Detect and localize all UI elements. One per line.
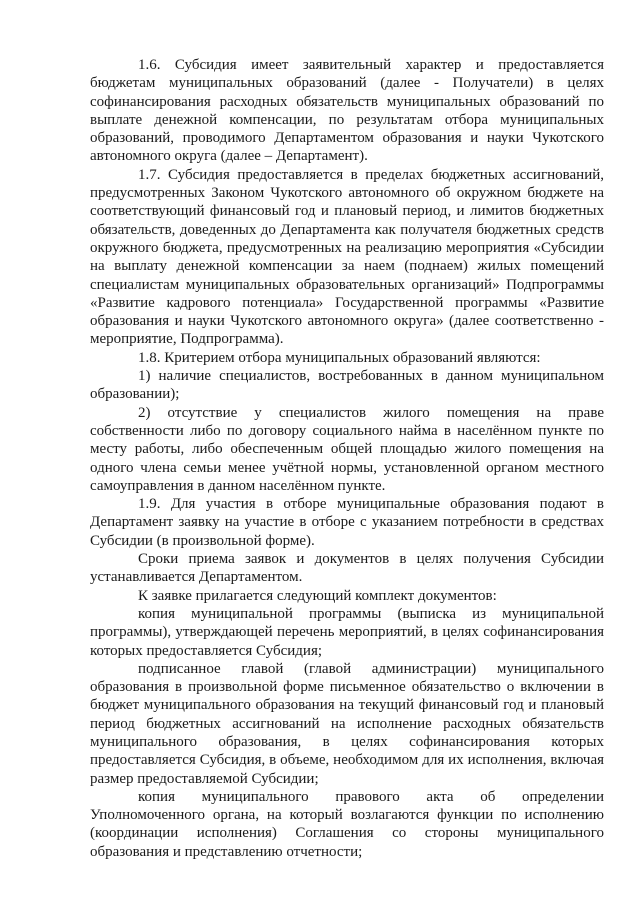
paragraph-doc-signed-obligation: подписанное главой (главой администрации) муниципального образования в произвольной форме письменное обязательство о включении в бюджет муниципального образования на текущий финансовый год и плановый период бюджетных ассигнований на исполнение расходных обязательств муниципального образования, в целях софинансирования которых предоставляется Субсидия, в объеме, необходимом для их исполнения, включая размер предоставляемой Субсидии; xyxy=(90,660,604,787)
paragraph-doc-legal-act-copy: копия муниципального правового акта об определении Уполномоченного органа, на который возлагаются функции по исполнению (координации исполнения) Соглашения со стороны муниципального образования и представлению отчетности; xyxy=(90,788,604,860)
paragraph-1-9-application: 1.9. Для участия в отборе муниципальные образования подают в Департамент заявку на участие в отборе с указанием потребности в средствах Субсидии (в произвольной форме). xyxy=(90,496,604,549)
paragraph-1-8-selection-criterion: 1.8. Критерием отбора муниципальных образований являются: xyxy=(138,349,541,366)
paragraph-doc-program-copy: копия муниципальной программы (выписка из муниципальной программы), утверждающей перечень мероприятий, в целях софинансирования которых предоставляется Субсидия; xyxy=(90,605,604,659)
paragraph-criterion-1: 1) наличие специалистов, востребованных в данном муниципальном образовании); xyxy=(90,368,604,403)
paragraph-1-7-subsidy-limits: 1.7. Субсидия предоставляется в пределах бюджетных ассигнований, предусмотренных Законом Чукотского автономного об окружном бюджете на соответствующий финансовый год и плановый период, и лимитов бюджетных обязательств, доведенных до Департамента как получателя бюджетных средств окружного бюджета, предусмотренных на реализацию мероприятия «Субсидии на выплату денежной компенсации за наем (поднаем) жилых помещений специалистам муниципальных образовательных организаций» Подпрограммы «Развитие кадрового потенциала» Государственной программы «Развитие образования и науки Чукотского автономного округа» (далее соответственно - мероприятие, Подпрограмма). xyxy=(90,166,604,348)
paragraph-1-6-subsidy-nature: 1.6. Субсидия имеет заявительный характер и предоставляется бюджетам муниципальных образований (далее - Получатели) в целях софинансирования расходных обязательств муниципальных образований по выплате денежной компенсации, по результатам отбора муниципальных образований, проводимого Департаментом образования и науки Чукотского автономного округа (далее – Департамент). xyxy=(90,57,604,165)
paragraph-documents-intro: К заявке прилагается следующий комплект документов: xyxy=(138,587,497,604)
paragraph-criterion-2: 2) отсутствие у специалистов жилого помещения на праве собственности либо по договору социального найма в населённом пункте по месту работы, либо обеспеченным общей площадью жилого помещения на одного члена семьи менее учётной нормы, установленной органом местного самоуправления в данном населённом пункте. xyxy=(90,404,604,494)
document-body xyxy=(90,56,604,861)
paragraph-application-deadlines: Сроки приема заявок и документов в целях получения Субсидии устанавливается Департаментом. xyxy=(90,551,604,586)
